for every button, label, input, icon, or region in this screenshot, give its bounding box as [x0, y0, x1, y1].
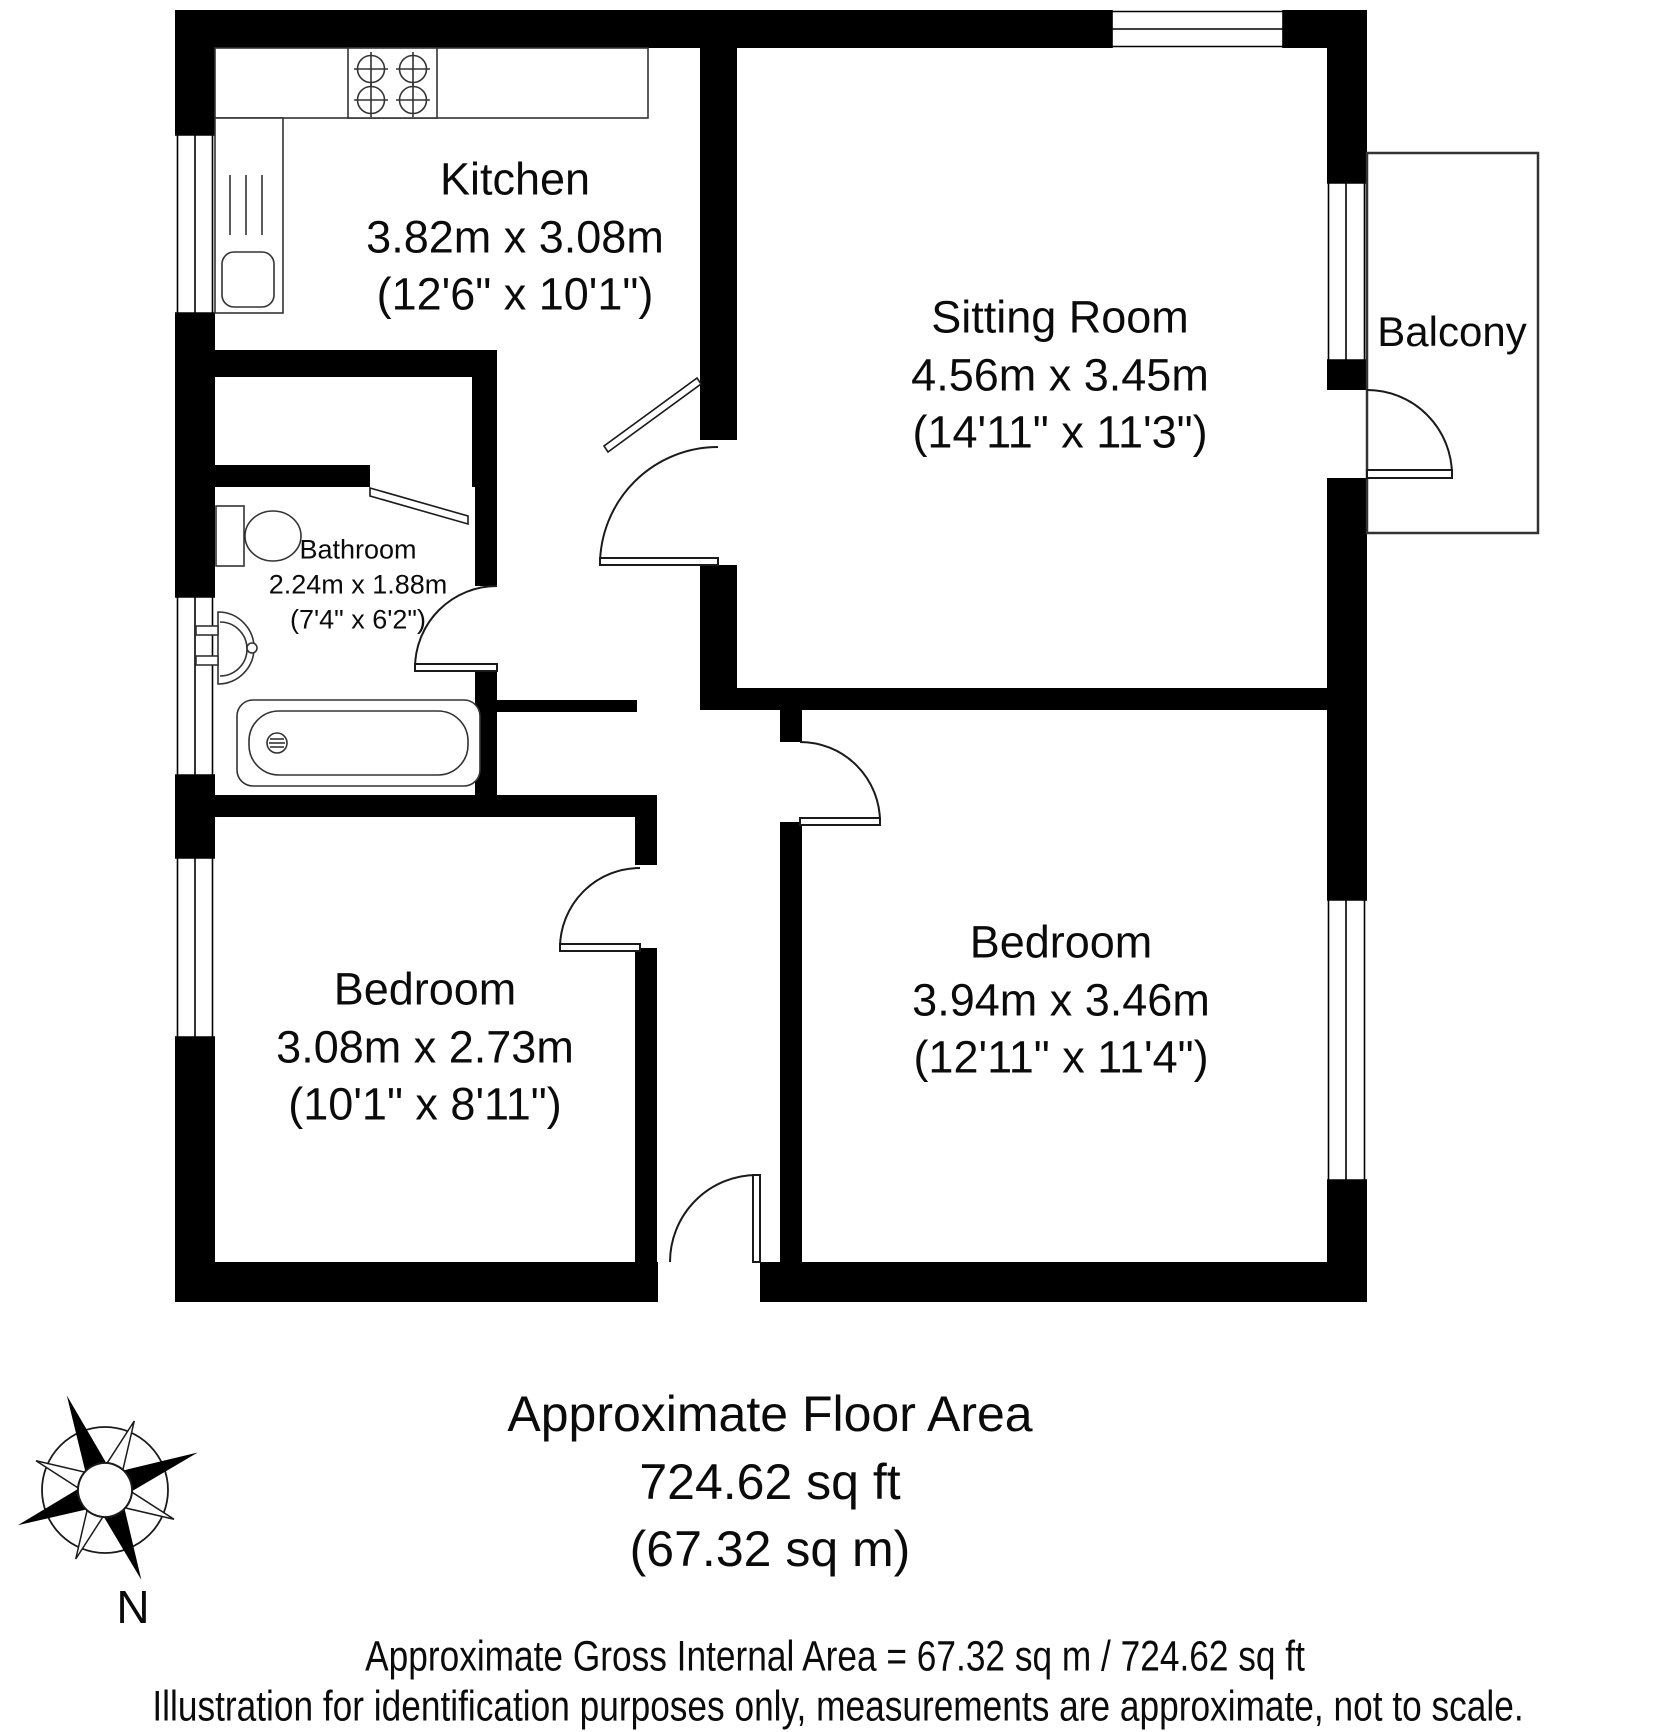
kitchen-door-leaf [604, 378, 701, 452]
room-dims-metric: 3.08m x 2.73m [276, 1021, 574, 1073]
room-dims-metric: 4.56m x 3.45m [911, 349, 1209, 401]
wall-kitchen-sitting-divider-bottom [700, 565, 737, 710]
bedroom-right-label [912, 914, 1210, 1087]
compass-north-label: N [116, 1581, 150, 1633]
balcony-label: Balcony [1377, 308, 1527, 355]
bathtub-icon [237, 700, 480, 786]
room-dims-metric: 3.94m x 3.46m [912, 974, 1210, 1026]
wall-bathroom-right-upper [475, 487, 497, 586]
room-dims-imperial: (7'4" x 6'2") [289, 604, 427, 635]
room-dims-metric: 3.82m x 3.08m [366, 211, 664, 263]
bedroom-left-label [276, 961, 574, 1134]
room-name: Kitchen [439, 153, 591, 205]
room-name: Bedroom [969, 916, 1153, 968]
wall-sitting-bedroom [737, 688, 1327, 710]
wall-bathroom-top [215, 465, 370, 487]
wall-kitchen-bottom [215, 350, 472, 377]
window-kitchen-left [175, 135, 215, 313]
room-name: Sitting Room [931, 291, 1189, 343]
disclaimer-note [2, 1683, 1664, 1732]
bedroom-right-door [800, 742, 880, 825]
wall-closet-bottom [495, 700, 637, 712]
compass-rose-icon [15, 1380, 205, 1630]
room-dims-metric: 2.24m x 1.88m [268, 569, 448, 600]
room-dims-imperial: (10'1" x 8'11") [288, 1078, 562, 1130]
window-bathroom-left [175, 597, 215, 775]
sitting-room-label [911, 289, 1209, 462]
room-dims-imperial: (12'11" x 11'4") [913, 1031, 1209, 1083]
balcony-door [1367, 390, 1452, 478]
wall-bedroom-left-lower [635, 948, 657, 1262]
wall-bottom [175, 1262, 1367, 1302]
room-name: Bathroom [299, 534, 417, 565]
wall-hall-stub [472, 350, 497, 487]
bathroom-label [269, 532, 448, 637]
gross-internal-area-text: Approximate Gross Internal Area = 67.32 sq m / 724.62 sq ft [365, 1632, 1305, 1681]
window-sitting-right [1327, 183, 1367, 360]
room-dims-imperial: (12'6" x 10'1") [376, 268, 654, 320]
wall-kitchen-sitting-divider-top [700, 10, 737, 440]
disclaimer-text: Illustration for identification purposes only, measurements are approximate, not to scale. [152, 1682, 1524, 1731]
entrance-door [670, 1175, 760, 1262]
kitchen-label [366, 151, 664, 324]
window-top-sitting-room [1112, 10, 1283, 48]
wall-openings [658, 390, 1367, 1302]
entrance-door-opening [658, 1262, 760, 1302]
wall-bedroom-right-lower [780, 822, 802, 1262]
window-bedroom-right [1327, 900, 1367, 1180]
window-bedroom-left [175, 858, 215, 1037]
balcony-door-opening [1327, 390, 1367, 478]
bathroom-door-leaf [370, 488, 468, 524]
floor-area-sqft: 724.62 sq ft [639, 1453, 901, 1510]
gross-internal-area-note [262, 1633, 1408, 1682]
wall-bedroom-right-upper [780, 710, 802, 742]
wall-bedroom-left-upper [635, 795, 657, 865]
floor-area-sqm: (67.32 sq m) [629, 1520, 911, 1577]
room-dims-imperial: (14'11" x 11'3") [912, 406, 1208, 458]
floor-area-title: Approximate Floor Area [507, 1385, 1033, 1442]
room-name: Bedroom [333, 963, 517, 1015]
bedroom-left-door [560, 868, 640, 951]
sitting-room-door [600, 447, 718, 565]
stove-hob-icon [348, 48, 437, 118]
wall-bathroom-bottom [215, 795, 657, 817]
floor-area-summary [507, 1381, 1032, 1584]
